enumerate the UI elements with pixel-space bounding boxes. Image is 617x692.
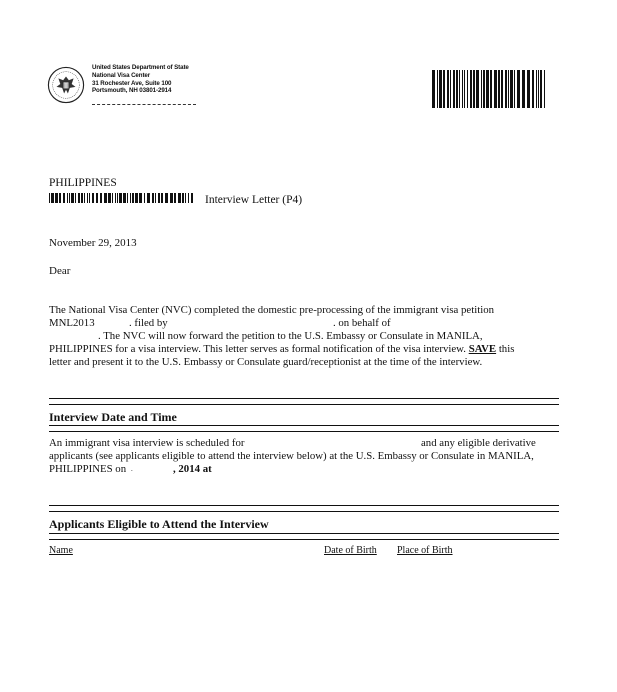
barcode-bar [67, 193, 68, 203]
filed-by-text: . filed by [129, 317, 168, 330]
barcode-bar [81, 193, 83, 203]
interview-line: An immigrant visa interview is scheduled for and any eligible derivative [49, 437, 536, 449]
barcode-bar [505, 70, 507, 108]
interview-line: applicants (see applicants eligible to attend the interview below) at the U.S. Embassy or Consulate in MANILA, [49, 450, 534, 463]
barcode-bar [182, 193, 184, 203]
barcode-bar [536, 70, 537, 108]
interview-line: PHILIPPINES on . , 2014 at [49, 463, 212, 476]
department-seal-icon [47, 66, 85, 104]
barcode-bar [494, 70, 497, 108]
intro-paragraph [49, 304, 564, 369]
barcode-bar [75, 193, 76, 203]
barcode-bar [443, 70, 445, 108]
barcode-bar [127, 193, 128, 203]
barcode-bar [92, 193, 94, 203]
barcode-bar [453, 70, 455, 108]
barcode-bar [459, 70, 460, 108]
paragraph-line: . The NVC will now forward the petition to the U.S. Embassy or Consulate in MANILA, [98, 330, 483, 343]
barcode-bar [498, 70, 500, 108]
salutation: Dear [49, 265, 71, 277]
on-behalf-text: . on behalf of [333, 317, 391, 330]
column-header-pob: Place of Birth [397, 545, 453, 556]
barcode-bar [63, 193, 65, 203]
barcode-bar [473, 70, 475, 108]
barcode-bar [508, 70, 509, 108]
case-number-prefix: MNL2013 [49, 317, 95, 330]
destination-country: PHILIPPINES [49, 177, 117, 189]
barcode-bar [84, 193, 85, 203]
sender-line: 31 Rochester Ave, Suite 100 [92, 79, 172, 87]
sender-line: Portsmouth, NH 03801-2914 [92, 87, 172, 95]
barcode-bar [178, 193, 181, 203]
barcode-bar [117, 193, 118, 203]
barcode-bar [439, 70, 442, 108]
barcode-bar [185, 193, 186, 203]
paragraph-line: The National Visa Center (NVC) completed the domestic pre-processing of the immigrant visa petition [49, 304, 495, 316]
section-divider [49, 533, 559, 540]
column-header-name: Name [49, 545, 73, 556]
barcode-bar [130, 193, 131, 203]
barcode-bar [165, 193, 168, 203]
barcode-bar [132, 193, 134, 203]
barcode-bar [78, 193, 80, 203]
paragraph-line [49, 317, 564, 330]
sender-divider [92, 104, 196, 105]
barcode-bar [158, 193, 160, 203]
barcode-bar [517, 70, 520, 108]
barcode-bar [432, 70, 435, 108]
barcode-bar [71, 193, 74, 203]
barcode-bar [174, 193, 176, 203]
barcode-bar [51, 193, 54, 203]
barcode-bar [139, 193, 142, 203]
barcode-bar [49, 193, 50, 203]
barcode-bar [538, 70, 539, 108]
interview-details [49, 437, 569, 476]
paragraph-line: PHILIPPINES for a visa interview. This letter serves as formal notification of the visa interview. SAVE this [49, 343, 515, 356]
section-divider [49, 398, 559, 405]
barcode-bar [514, 70, 515, 108]
column-header-dob: Date of Birth [324, 545, 377, 556]
barcode-bar [119, 193, 122, 203]
barcode-bar [470, 70, 472, 108]
barcode-bar [464, 70, 465, 108]
save-emphasis: SAVE [468, 343, 497, 356]
barcode-bar [152, 193, 154, 203]
barcode-bar [476, 70, 479, 108]
barcode-bar [170, 193, 173, 203]
barcode-bar [490, 70, 492, 108]
barcode-bar [100, 193, 102, 203]
letter-date: November 29, 2013 [49, 237, 137, 249]
barcode-bar [450, 70, 451, 108]
barcode-bar [456, 70, 458, 108]
barcode-bar [447, 70, 449, 108]
document-title: Interview Letter (P4) [205, 194, 303, 206]
barcode-bar [540, 70, 542, 108]
barcode-bar [510, 70, 513, 108]
section-divider [49, 425, 559, 432]
barcode-bar [87, 193, 88, 203]
barcode-bar [188, 193, 189, 203]
barcode-bar [437, 70, 438, 108]
barcode-bar [89, 193, 90, 203]
barcode-bar [59, 193, 61, 203]
barcode-bar [544, 70, 545, 108]
barcode-bar [481, 70, 482, 108]
barcode-bar [161, 193, 163, 203]
barcode-bar [501, 70, 503, 108]
barcode-bar [55, 193, 58, 203]
barcode-bar [69, 193, 70, 203]
barcode-bar [467, 70, 468, 108]
sender-line: National Visa Center [92, 71, 151, 79]
barcode-bar [147, 193, 150, 203]
section-divider [49, 505, 559, 512]
barcode-bar [155, 193, 156, 203]
barcode-bar [532, 70, 534, 108]
barcode-bar [123, 193, 126, 203]
barcode-bar [462, 70, 463, 108]
barcode-bar [522, 70, 525, 108]
barcode-bar [483, 70, 485, 108]
barcode-icon [432, 70, 549, 108]
barcode-bar [486, 70, 489, 108]
case-barcode-icon [49, 193, 194, 203]
paragraph-line: letter and present it to the U.S. Embassy or Consulate guard/receptionist at the time of the interview. [49, 356, 483, 369]
barcode-bar [527, 70, 530, 108]
barcode-bar [104, 193, 107, 203]
barcode-bar [191, 193, 193, 203]
barcode-bar [115, 193, 116, 203]
barcode-bar [96, 193, 98, 203]
sender-line: United States Department of State [92, 64, 189, 71]
barcode-bar [135, 193, 138, 203]
interview-heading: Interview Date and Time [49, 410, 177, 424]
barcode-bar [112, 193, 113, 203]
sender-address [92, 64, 202, 95]
barcode-bar [144, 193, 145, 203]
applicants-heading: Applicants Eligible to Attend the Interview [49, 517, 269, 531]
barcode-bar [108, 193, 111, 203]
